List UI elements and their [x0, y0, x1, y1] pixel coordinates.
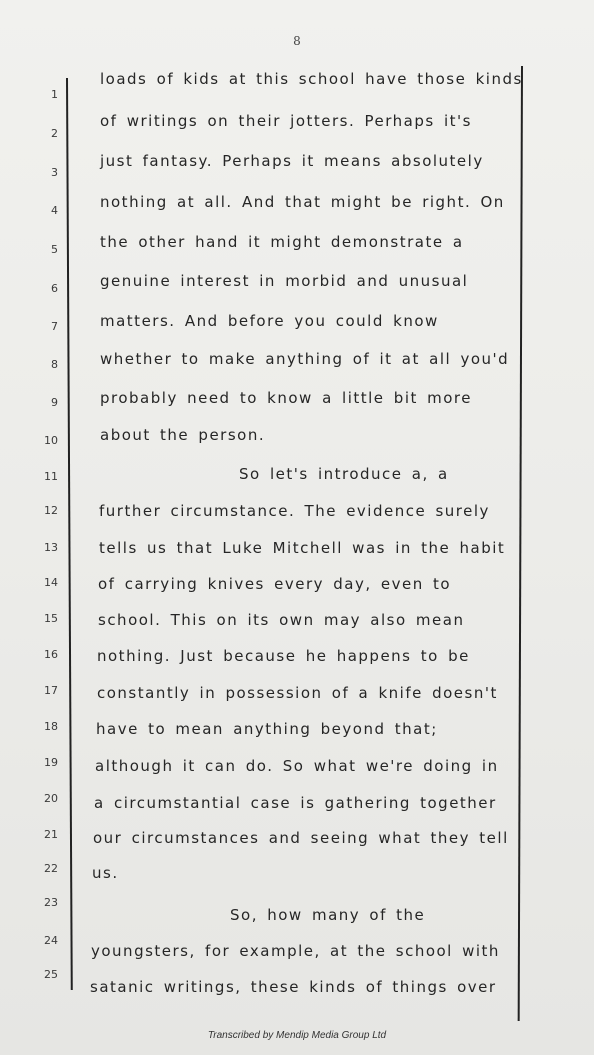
line-number: 12	[44, 504, 58, 517]
transcript-line-18: have to mean anything beyond that;	[96, 720, 438, 738]
line-number: 21	[44, 828, 58, 841]
page-number: 8	[293, 34, 301, 48]
transcript-line-7: matters. And before you could know	[100, 312, 439, 330]
line-number: 17	[44, 684, 58, 697]
right-margin-rule	[518, 66, 523, 1021]
transcript-line-24: So, how many of the	[230, 906, 426, 924]
transcript-line-8: whether to make anything of it at all you'd	[100, 350, 510, 368]
transcript-line-4: nothing at all. And that might be right. On	[100, 193, 505, 211]
line-number: 15	[44, 612, 58, 625]
transcript-line-14: of carrying knives every day, even to	[98, 575, 452, 593]
transcript-line-2: of writings on their jotters. Perhaps it's	[100, 112, 472, 130]
transcript-line-1: loads of kids at this school have those kinds	[100, 70, 523, 88]
line-number: 10	[44, 434, 58, 447]
transcript-line-9: probably need to know a little bit more	[100, 389, 472, 407]
line-number: 18	[44, 720, 58, 733]
line-number: 20	[44, 792, 58, 805]
transcript-line-5: the other hand it might demonstrate a	[100, 233, 464, 251]
transcript-line-13: tells us that Luke Mitchell was in the habit	[99, 539, 506, 557]
transcript-line-21: our circumstances and seeing what they tell	[93, 829, 509, 847]
line-number: 9	[51, 396, 58, 409]
transcript-line-22: us.	[92, 864, 119, 882]
transcript-line-10: about the person.	[100, 426, 266, 444]
transcript-line-20: a circumstantial case is gathering together	[94, 794, 497, 812]
footer-credit: Transcribed by Mendip Media Group Ltd	[207, 1030, 387, 1041]
line-number: 3	[51, 166, 58, 179]
transcript-line-25: youngsters, for example, at the school with	[91, 942, 500, 960]
line-number: 13	[44, 541, 58, 554]
line-number: 22	[44, 862, 58, 875]
line-number: 23	[44, 896, 58, 909]
line-number: 4	[51, 204, 58, 217]
line-number: 14	[44, 576, 58, 589]
transcript-line-11: So let's introduce a, a	[239, 465, 449, 483]
transcript-line-16: nothing. Just because he happens to be	[97, 647, 470, 665]
line-number: 6	[51, 282, 58, 295]
transcript-line-12: further circumstance. The evidence surely	[99, 502, 490, 520]
transcript-line-6: genuine interest in morbid and unusual	[100, 272, 469, 290]
left-margin-rule	[66, 78, 73, 990]
transcript-line-15: school. This on its own may also mean	[98, 611, 465, 629]
line-number: 5	[51, 243, 58, 256]
line-number: 7	[51, 320, 58, 333]
transcript-line-3: just fantasy. Perhaps it means absolutely	[100, 152, 484, 170]
line-number: 16	[44, 648, 58, 661]
transcript-line-26: satanic writings, these kinds of things over	[90, 978, 497, 996]
line-number: 19	[44, 756, 58, 769]
line-number: 2	[51, 127, 58, 140]
line-number-column	[0, 0, 60, 1055]
transcript-line-19: although it can do. So what we're doing in	[95, 757, 499, 775]
line-number: 8	[51, 358, 58, 371]
line-number: 1	[51, 88, 58, 101]
line-number: 24	[44, 934, 58, 947]
line-number: 11	[44, 470, 58, 483]
line-number: 25	[44, 968, 58, 981]
transcript-line-17: constantly in possession of a knife doesn't	[97, 684, 498, 702]
